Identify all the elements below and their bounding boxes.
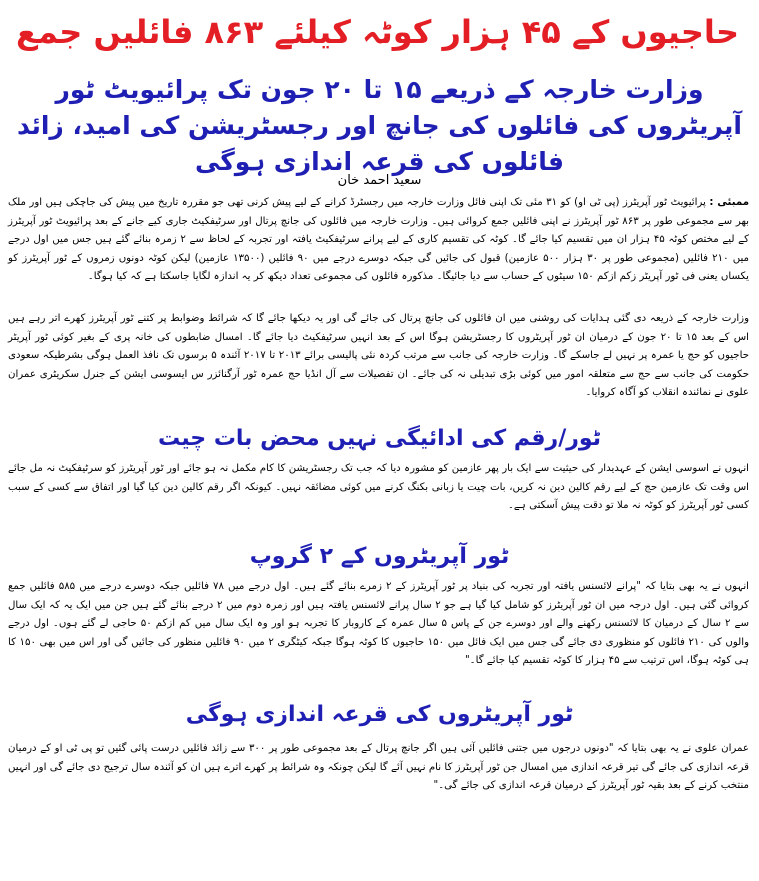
- paragraph-2: وزارت خارجہ کے ذریعہ دی گئی ہدایات کی روشنی میں ان فائلوں کی جانچ پرتال کی جائے گی اور یہ دیکھا جائے گا کہ شرائط وضوابط پر کتنے ٹور آپریٹرز کھرے اتر رہے ہیں اس کے بعد ۱۵ تا ۲۰ جون کے درمیان ان ٹور آپریٹروں کا رجسٹریشن ہوگا اس کے بعد انہیں سرٹیفکیٹ دیا جائے گا۔ امسال ضابطوں کی خانہ پری کے بغیر کوئی ٹور آپریٹر حاجیوں کو حج یا عمرہ پر نہیں لے جاسکے گا۔ وزارت خارجہ کی جانب سے مرتب کردہ نئی پالیسی برائے ۲۰۱۳ تا ۲۰۱۷ آئندہ ۵ برسوں تک نافذ العمل ہوگی بشرطیکہ سعودی حکومت کی جانب سے حج سے متعلقہ امور میں کوئی بڑی تبدیلی نہ کی جائے۔ ان تفصیلات سے آل انڈیا حج عمرہ ٹور آرگنائزر س ایسوسی ایشن کے جنرل سکریٹری عمران علوی نے نمائندہ انقلاب کو آگاہ کروایا۔: [8, 313, 749, 399]
- section-1-paragraph: انہوں نے اسوسی ایشن کے عہدیدار کی حیثیت سے ایک بار پھر عازمین کو مشورہ دیا کہ جب تک رجسٹریشن کا کام مکمل نہ ہو جائے اور ٹور آپریٹرز کو سرٹیفکیٹ نہ مل جائے اس وقت تک عازمین حج کے لیے رقم کالین دین نہ کریں، بات چیت یا زبانی بکنگ کرنے میں کوئی مضائقہ نہیں۔ کیونکہ اگر رقم کالین دین کیا گیا اور اتفاق سے کسی کے سبب کسی ٹور آپریٹرز کو کوٹہ نہ ملا تو دقت پیش آسکتی ہے۔: [8, 463, 749, 512]
- section-2-paragraph: انہوں نے یہ بھی بتایا کہ "پرانے لائسنس یافتہ اور تجربہ کی بنیاد پر ٹور آپریٹرز کے ۲ زمرے بنائے گئے ہیں۔ اول درجے میں ۷۸ فائلیں جبکہ دوسرے درجے میں ۵۸۵ فائلیں جمع کروائی گئی ہیں۔ اول درجہ میں ان ٹور آپریٹرز کو شامل کیا گیا ہے جو ۲ سال پرانے لائسنس یافتہ ہیں اور زمرہ دوم میں ۲ درجے بنائے گئے ہیں جن میں ایک یہ کہ ایک سال سے ۲ سال کے درمیان کا لائسنس رکھنے والے اور دوسرے جن کے پاس ۵ سال عمرہ کے کاروبار کا تجربہ ہو اور وہ ایک سال میں کم ازکم ۵۰ حاجی لے گئے ہوں۔ اول درجے والوں کی ۲۱۰ فائلوں کو منظوری دی جائے گی جس میں ایک فائل میں ۱۵۰ حاجیوں کا کوٹہ ہوگا جبکہ کیٹگری ۲ میں ۹۰ فائلیں منظور کی جائیں گی اور اس میں بھی ۱۵۰ کا ہی کوٹہ ہوگا، اس ترتیب سے ۴۵ ہزار کا کوٹہ تقسیم کیا جائے گا۔": [8, 581, 749, 667]
- article-subheadline: وزارت خارجہ کے ذریعے ۱۵ تا ۲۰ جون تک پرائیویٹ ٹور آپریٹروں کی فائلوں کی جانچ اور رجسٹریشن کی امید، زائد فائلوں کی قرعہ اندازی ہوگی: [17, 75, 742, 176]
- intro-paragraph-text: پرائیویٹ ٹور آپریٹرز (پی ٹی او) کو ۳۱ مئی تک اپنی فائل وزارت خارجہ میں رجسٹرڈ کرانے کے لیے پیش کرنی تھی جو مقررہ تاریخ میں پیش کی جاچکی ہیں اور ملک بھر سے مجموعی طور پر ۸۶۳ ٹور آپریٹرز نے اپنی فائلیں جمع کروائی ہیں۔ وزارت خارجہ میں فائلوں کی جانچ پرتال اور سرٹیفکیٹ جاری کیے جانے کے بعد پرائیویٹ ٹور آپریٹرز کے لیے مختص کوٹہ ۴۵ ہزار ان میں تقسیم کیا جائے گا۔ کوٹہ کی تقسیم کاری کے لیے پرانے سرٹیفکیٹ یافتہ اور تجربہ کے لحاظ سے ۲ زمرہ بنائے گئے ہیں جس میں اول درجے میں ۲۱۰ فائلیں (مجموعی طور پر ۳۰ ہزار ۵۰۰ عازمین) قبول کی جائیں گی جبکہ دوسرے درجے میں ۹۰ فائلیں (۱۳۵۰۰ عازمین) لیکن کوٹہ دونوں زمروں کے ٹور آپریٹرز کو یکساں یعنی فی ٹور آپریٹر زکم ازکم ۱۵۰ سیٹوں کے حساب سے دیا جائیگا۔ مذکورہ فائلوں کی مجموعی تعداد دیکھ کر یہ اندازہ لگایا جاسکتا ہے کہ کیا ہوگا۔: [8, 197, 750, 283]
- section-3-paragraph: عمران علوی نے یہ بھی بتایا کہ "دونوں درجوں میں جتنی فائلیں آئی ہیں اگر جانچ پرتال کے بعد مجموعی طور پر ۳۰۰ سے زائد فائلیں درست پائی گئیں تو پی ٹی او کے درمیان قرعہ اندازی کی جائے گی تیر قرعہ اندازی میں امسال جن ٹور آپریٹرز کا نام نہیں آئے گا لیکن چونکہ وہ شرائط پر کھرے اترے ہیں ان کو آئندہ سال ترجیح دی جائے گی اور انہیں منتخب کرنے کے بعد بقیہ ٹور آپریٹرز کے درمیان قرعہ اندازی کی جائے گی۔": [8, 743, 750, 792]
- dateline: ممبئی :: [709, 197, 750, 208]
- article-byline: سعید احمد خان: [337, 173, 422, 188]
- section-2-heading: ٹور آپریٹروں کے ۲ گروپ: [249, 544, 510, 569]
- section-1-heading: ٹور/رقم کی ادائیگی نہیں محض بات چیت: [158, 426, 601, 451]
- article-headline: حاجیوں کے ۴۵ ہزار کوٹہ کیلئے ۸۶۳ فائلیں جمع: [15, 13, 739, 51]
- intro-paragraph: [8, 194, 749, 287]
- section-3-heading: ٹور آپریٹروں کی قرعہ اندازی ہوگی: [185, 702, 574, 727]
